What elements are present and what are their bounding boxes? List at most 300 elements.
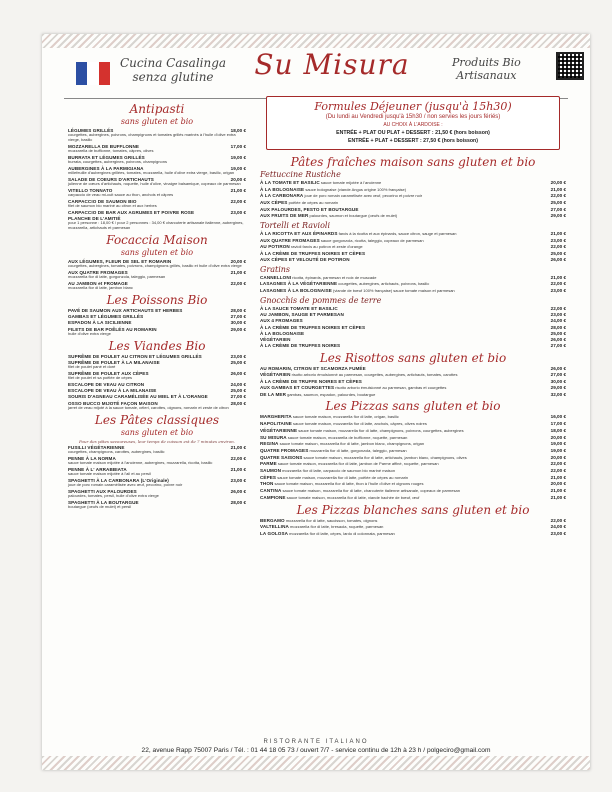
- menu-item-desc: (viande de bœuf 100% française) sauce tomate maison et parmesan: [331, 287, 455, 293]
- menu-item: [260, 244, 566, 250]
- tagline-right-line1: Produits Bio: [452, 56, 521, 69]
- menu-item-name: CÈPES: [260, 474, 277, 480]
- menu-item-text: [260, 275, 377, 281]
- menu-item: [68, 314, 246, 319]
- menu-item: [260, 238, 566, 244]
- menu-item-price: 20,00 €: [230, 176, 246, 182]
- menu-item-price: 28,00 €: [230, 400, 246, 406]
- menu-item-desc: mozzarella fior di latte, jambon blanc: [68, 285, 133, 290]
- menu-item-price: 27,00 €: [230, 314, 246, 319]
- flag-blue: [76, 62, 87, 85]
- menu-item-text: [260, 306, 338, 311]
- menu-item-name: BURRATA ET LÉGUMES GRILLÉS: [68, 154, 145, 160]
- menu-item-price: 29,00 €: [550, 213, 566, 219]
- menu-item-text: [260, 180, 381, 186]
- menu-item-price: 25,00 €: [550, 250, 566, 256]
- menu-item: [68, 354, 246, 359]
- menu-item: [260, 524, 566, 530]
- menu-item: [260, 231, 566, 237]
- menu-item-desc: sauce tomate maison, mozzarella fior di latte, thon à l'huile d'olive et oignons rouges: [273, 481, 424, 487]
- flag-white: [87, 62, 98, 85]
- menu-item-desc: filet de saumon bio mariné au citron et aux herbes: [68, 203, 157, 208]
- menu-item-desc: mozzarella fior di latte, carpaccio de saumon bio mariné maison: [281, 468, 396, 474]
- menu-item-text: [260, 461, 439, 467]
- menu-item-text: [260, 213, 397, 219]
- menu-item-price: 21,00 €: [230, 466, 246, 472]
- menu-item-text: [260, 318, 303, 323]
- menu-item-name: SAUMON: [260, 468, 282, 474]
- section-poissons: [68, 294, 246, 337]
- menu-item-name: OSSO BUCCO MIJOTÉ FAÇON MAISON: [68, 400, 158, 406]
- menu-item-text: [68, 314, 143, 319]
- menu-item-text: [260, 421, 427, 427]
- menu-item-desc: courgettes, aubergines, artichauts, poivrons, basilic: [337, 281, 430, 287]
- menu-item: [260, 180, 566, 186]
- menu-item-name: SU MISURA: [260, 434, 287, 440]
- menu-item-price: 17,00 €: [550, 421, 566, 427]
- menu-item-price: 21,00 €: [550, 274, 566, 280]
- menu-item-text: [260, 468, 395, 474]
- menu-item-name: VALTELLINA: [260, 524, 289, 530]
- menu-item-text: [68, 308, 182, 313]
- menu-item-desc: filet de poulet pané et doré: [68, 364, 116, 370]
- menu-item-desc: joue de porc romain caramélisée avec œuf, pecorino, poivre noir: [68, 482, 183, 488]
- menu-item: [260, 385, 566, 391]
- menu-item: [260, 421, 566, 427]
- header-tagline-right: [452, 56, 521, 82]
- menu-item-name: À LA CRÈME DE TRUFFES NOIRES ET CÈPES: [260, 250, 366, 256]
- menu-item-name: SPAGHETTI À LA CARBONARA (L'Originale): [68, 477, 169, 483]
- menu-item: [260, 531, 566, 537]
- menu-item-price: 24,00 €: [550, 524, 566, 530]
- menu-item-name: NAPOLITAINE: [260, 421, 292, 427]
- menu-item-price: 21,00 €: [230, 187, 246, 193]
- section-title: Antipasti: [129, 102, 185, 116]
- menu-item-name: AUX QUATRE FROMAGES: [260, 237, 320, 243]
- menu-footer: [64, 739, 568, 754]
- menu-item-name: LASAGNES À LA VÉGÉTARIENNE: [260, 281, 338, 287]
- menu-item: [68, 388, 246, 393]
- section-title: Focaccia Maison: [106, 232, 208, 247]
- menu-item-price: 23,00 €: [230, 209, 246, 215]
- menu-item-name: AUX PALOURDES, PESTO ET BOUTARGUE: [260, 206, 359, 212]
- menu-item-desc: jarret de veau mijoté à la sauce tomate, céleri, carottes, oignons, romarin et zeste de citron: [68, 405, 229, 411]
- menu-item-text: [260, 343, 340, 348]
- menu-item-desc: filet de poulet et sa poêlée de cèpes: [68, 375, 133, 381]
- menu-item-text: [260, 435, 407, 441]
- menu-item-name: AUX CÈPES ET VELOUTÉ DE POTIRON: [260, 257, 350, 263]
- menu-header: [42, 48, 590, 94]
- menu-item-price: 24,00 €: [550, 318, 566, 324]
- section-title: Les Viandes Bio: [108, 338, 206, 353]
- menu-item-text: [260, 366, 366, 371]
- menu-item-desc: millefeuille d'aubergines grillées, tomates, mozzarella, huile d'olive extra vierge, basilic, origan: [68, 170, 235, 175]
- menu-item-text: [260, 481, 423, 487]
- menu-item-price: 24,00 €: [230, 381, 246, 387]
- section-title: Les Pizzas blanches sans gluten et bio: [296, 502, 530, 517]
- menu-item-desc: sauce tomate maison mijotée à l'ail et au persil: [68, 471, 151, 477]
- menu-item-name: SUPRÊME DE POULET AUX CÈPES: [68, 370, 149, 376]
- formulas-choice: AU CHOIX À L'ARDOISE :: [383, 122, 443, 128]
- menu-item: [260, 379, 566, 384]
- menu-item-text: [68, 382, 144, 387]
- menu-item-price: 26,00 €: [550, 337, 566, 343]
- menu-item-price: 23,00 €: [230, 477, 246, 483]
- menu-item-name: LÉGUMES GRILLÉS: [68, 128, 114, 133]
- menu-item-name: THON: [260, 481, 274, 487]
- menu-item-name: FILETS DE BAR POÊLÉS AU ROMARIN: [68, 326, 157, 332]
- menu-item-name: CAMPIONE: [260, 494, 286, 500]
- menu-item-name: AUX GAMBAS ET COURGETTES: [260, 385, 335, 390]
- menu-item-price: 28,00 €: [550, 324, 566, 330]
- menu-item-price: 16,00 €: [550, 414, 566, 420]
- french-flag: [76, 62, 110, 85]
- menu-item-name: À LA CARBONARA: [260, 193, 304, 199]
- menu-item-price: 19,00 €: [230, 154, 246, 160]
- menu-item-desc: mozzarella fior di latte, cèpes, lardo di colonnata, parmesan: [288, 530, 395, 536]
- section-subtitle: sans gluten et bio: [120, 117, 194, 126]
- menu-item-text: [260, 193, 422, 199]
- menu-item-price: 29,00 €: [230, 326, 246, 332]
- menu-item-price: 32,00 €: [550, 391, 566, 397]
- section-risottos: [260, 352, 566, 398]
- menu-item-desc: sauce tomate maison mijotée à l'ancienne, aubergines, mozzarella, ricotta, basilic: [68, 460, 213, 466]
- menu-item-name: PENNE À LA NORMA: [68, 455, 116, 461]
- menu-item-price: 23,00 €: [550, 237, 566, 243]
- menu-item-name: SPAGHETTI À LA BOUTARGUE: [68, 499, 139, 505]
- menu-item-price: 19,00 €: [230, 165, 246, 171]
- menu-item-price: 25,00 €: [230, 359, 246, 365]
- menu-item-text: [260, 331, 304, 336]
- menu-item-desc: sauce tomate maison, mozzarella fior di latte, champignons, poivrons, courgettes, aubergines: [297, 427, 464, 433]
- menu-item: [260, 475, 566, 481]
- menu-item-text: [68, 394, 208, 399]
- menu-item-price: 22,00 €: [230, 198, 246, 204]
- menu-item-desc: sauce tomate maison, mozzarella de bufflonne, roquette, parmesan: [286, 434, 408, 440]
- menu-item-name: AU POTIRON: [260, 244, 290, 250]
- section-pizzas_blanches: [260, 504, 566, 537]
- menu-item-name: SPAGHETTI AUX PALOURDES: [68, 488, 137, 494]
- menu-item-text: [260, 455, 467, 461]
- menu-item: [260, 325, 566, 330]
- menu-item-desc: poêlée de cèpes au romarin: [287, 200, 339, 206]
- menu-item: [260, 481, 566, 487]
- section-pizzas: [260, 400, 566, 500]
- menu-item-desc: sauce tomate maison, mozzarella fior di latte, jambon de Parme affiné, roquette, parmesan: [276, 461, 439, 467]
- menu-item-desc: sauce tomate maison, mozzarella fior di latte, charcuterie italienne artisanale, copeaux de parmesan: [281, 488, 460, 494]
- menu-item-name: AUX LÉGUMES, FLEUR DE SEL ET ROMARIN: [68, 258, 172, 264]
- section-subtitle: sans gluten et bio: [120, 427, 194, 437]
- menu-item-name: VITELLO TONNATO: [68, 187, 113, 193]
- menu-item-price: 30,00 €: [550, 378, 566, 384]
- menu-item: [260, 448, 566, 454]
- menu-item-price: 21,00 €: [550, 474, 566, 480]
- menu-item-text: [68, 354, 202, 359]
- menu-item-name: AU JAMBON et FROMAGE: [68, 280, 128, 286]
- menu-item-desc: sauce tomate maison, mozzarella fior di latte, viande hachée de bœuf, œuf: [285, 494, 420, 500]
- menu-item: [260, 187, 566, 193]
- menu-item-price: 26,00 €: [230, 488, 246, 494]
- menu-item-price: 26,00 €: [230, 370, 246, 376]
- menu-item-text: [68, 388, 156, 393]
- menu-item: [260, 288, 566, 294]
- menu-item-price: 28,00 €: [230, 307, 246, 313]
- menu-item-desc: pour 1 personne : 18,00 € / pour 2 personnes : 34,00 € charcuterie artisanale italienne, aubergines, mozzarella, artichauts et parmesan: [68, 220, 244, 230]
- menu-item-text: [260, 244, 363, 250]
- tagline-line2: senza glutine: [132, 70, 214, 84]
- menu-item-name: MARGHERITA: [260, 414, 292, 420]
- menu-item-text: [260, 281, 429, 287]
- menu-item-price: 25,00 €: [230, 388, 246, 394]
- menu-item-price: 26,00 €: [550, 257, 566, 263]
- menu-item-text: [260, 238, 424, 244]
- menu-item-name: VÉGÉTARIENNE: [260, 427, 298, 433]
- flag-red: [99, 62, 110, 85]
- menu-item-desc: palourdes, tomates, persil, huile d'olive extra vierge: [68, 493, 159, 499]
- menu-item-price: 27,00 €: [550, 372, 566, 377]
- menu-item: [260, 213, 566, 219]
- menu-item: [260, 343, 566, 348]
- menu-item-name: À LA TOMATE ET BASILIC: [260, 180, 320, 185]
- menu-item: [260, 441, 566, 447]
- left-column: [68, 100, 246, 510]
- section-viandes: [68, 340, 246, 411]
- menu-item-desc: farcis à la ricotta et aux épinards, sauce citron, sauge et parmesan: [337, 230, 457, 236]
- menu-item-price: 23,00 €: [550, 530, 566, 536]
- menu-item-name: PAVÉ DE SAUMON AUX ARTICHAUTS ET HERBES: [68, 307, 183, 313]
- menu-item-name: PARME: [260, 461, 277, 467]
- menu-item-text: [260, 288, 455, 294]
- menu-item-price: 27,00 €: [550, 343, 566, 349]
- menu-item-price: 25,00 €: [550, 200, 566, 206]
- menu-item-price: 23,00 €: [550, 311, 566, 317]
- menu-item: [260, 455, 566, 461]
- menu-item-name: VÉGÉTARIEN: [260, 337, 291, 343]
- menu-item-name: CARPACCIO DE SAUMON BIO: [68, 198, 137, 204]
- qr-code-icon[interactable]: [556, 52, 584, 80]
- menu-item-desc: courgettes, aubergines, tomates, poivrons, champignons grillés, basilic et huile d'olive extra vierge: [68, 263, 242, 268]
- menu-item-text: [260, 372, 458, 378]
- menu-item-name: CANNELLONI: [260, 274, 292, 280]
- menu-item-name: AUX FRUITS DE MER: [260, 213, 309, 219]
- menu-item-text: [260, 312, 344, 317]
- tagline-right-line2: Artisanaux: [456, 69, 517, 82]
- menu-item-name: LA GOLOSA: [260, 530, 289, 536]
- formula-line-1: ENTRÉE + PLAT OU PLAT + DESSERT : 21,50 € (hors boisson): [336, 130, 490, 136]
- menu-item: [260, 392, 566, 398]
- menu-item: [68, 320, 246, 325]
- section-title: Les Risottos sans gluten et bio: [319, 350, 507, 365]
- menu-item-price: 21,00 €: [230, 269, 246, 275]
- menu-item-text: [260, 207, 359, 212]
- menu-item-desc: sauce tomate maison, mozzarella fior di latte, anchois, câpres, olives noires: [291, 421, 427, 427]
- menu-item-price: 27,00 €: [230, 394, 246, 400]
- menu-item-price: 26,00 €: [550, 365, 566, 371]
- menu-item-desc: julienne de cœurs d'artichauts, roquette, huile d'olive, vinaigre balsamique, copeaux de parmesan: [68, 181, 241, 186]
- menu-item-name: AU ROMARIN, CITRON ET SCAMORZA FUMÉE: [260, 365, 366, 371]
- menu-item-price: 19,00 €: [550, 447, 566, 453]
- menu-item-text: [260, 187, 406, 193]
- menu-item-desc: sauce tomate maison, mozzarella fior di latte, origan, basilic: [291, 414, 399, 420]
- menu-item-price: 20,00 €: [550, 454, 566, 460]
- subsection-title: Fettuccine Rustiche: [260, 170, 341, 179]
- menu-item: [260, 414, 566, 420]
- menu-item-text: [260, 385, 446, 391]
- menu-item-text: [260, 428, 464, 434]
- menu-item: [68, 308, 246, 313]
- menu-item-price: 28,00 €: [230, 499, 246, 505]
- menu-item-price: 22,00 €: [550, 517, 566, 523]
- menu-item-name: QUATRE FROMAGES: [260, 447, 309, 453]
- menu-item-name: À LA CRÈME DE TRUFFES NOIRES: [260, 343, 341, 349]
- menu-item-name: ESPADON À LA SICILIENNE: [68, 320, 132, 326]
- menu-item-name: ESCALOPE DE VEAU À LA MILANAISE: [68, 388, 157, 394]
- section-title: Pâtes fraîches maison sans gluten et bio: [290, 155, 536, 169]
- menu-item-desc: risotto arborio émulsionné au parmesan, gambas et courgettes: [334, 385, 447, 390]
- menu-item-desc: mozzarella de bufflonne, tomates, câpres, olives: [68, 148, 154, 153]
- section-title: Les Poissons Bio: [106, 292, 208, 307]
- menu-item-name: LASAGNES À LA BOLOGNAISE: [260, 287, 332, 293]
- formulas-title: Formules Déjeuner (jusqu'à 15h30): [314, 100, 512, 113]
- menu-item-price: 21,00 €: [550, 488, 566, 494]
- footer-address: 22, avenue Rapp 75007 Paris / Tél. : 01 44 18 05 73 / ouvert 7/7 - service continu de 12h à 23 h / polgeciro@gmail.com: [141, 747, 491, 754]
- menu-item-desc: sauce tomate maison, mozzarella fior di latte, artichauts, jambon blanc, champignons, olives: [302, 454, 467, 460]
- menu-item: [260, 281, 566, 287]
- menu-item-name: À LA CRÈME DE TRUFFE NOIRES ET CÈPES: [260, 378, 362, 384]
- menu-item-desc: ravioli farcis au potiron et zeste d'orange: [289, 244, 363, 250]
- menu-item-name: CANTINA: [260, 488, 282, 494]
- menu-item-desc: huile d'olive extra vierge: [68, 330, 111, 336]
- menu-item-price: 21,00 €: [550, 494, 566, 500]
- top-border: [42, 34, 590, 48]
- header-tagline-left: [120, 56, 226, 84]
- menu-item-desc: mozzarella fior di latte, saucisson, tomates, oignons: [284, 517, 378, 523]
- menu-item-price: 25,00 €: [550, 330, 566, 336]
- menu-item-price: 22,00 €: [550, 461, 566, 467]
- menu-item-text: [260, 325, 365, 330]
- menu-item: [68, 382, 246, 387]
- menu-item: [260, 306, 566, 311]
- menu-item-desc: sauce tomate mijotée à l'ancienne: [319, 180, 382, 185]
- menu-item-name: QUATRE SAISONS: [260, 454, 303, 460]
- menu-item-name: AUBERGINES À LA PARMIGIANA: [68, 165, 144, 171]
- section-title: Les Pâtes classiques: [94, 412, 220, 427]
- menu-item-name: ESCALOPE DE VEAU AU CITRON: [68, 381, 145, 387]
- menu-item-name: SOURIS D'AGNEAU CARAMÉLISÉE AU MIEL ET À L'ORANGE: [68, 394, 208, 400]
- right-column: [260, 96, 566, 537]
- menu-item-text: [68, 320, 132, 325]
- menu-item: [260, 372, 566, 378]
- menu-item-price: 21,00 €: [230, 444, 246, 450]
- section-note: Pour des pâtes savoureuses, leur temps de cuisson est de 7 minutes environ.: [79, 438, 235, 444]
- menu-item-price: 21,00 €: [550, 186, 566, 192]
- menu-item-price: 17,00 €: [230, 143, 246, 149]
- section-subtitle: sans gluten et bio: [120, 247, 194, 257]
- menu-item-name: À LA BOLOGNAISE: [260, 186, 305, 192]
- menu-item-desc: mozzarella fior di latte, bresaola, roquette, parmesan: [288, 524, 384, 530]
- menu-sheet: [42, 34, 590, 770]
- menu-item-price: 21,00 €: [550, 230, 566, 236]
- section-focaccia: [68, 234, 246, 291]
- menu-item-name: AUX CÈPES: [260, 200, 288, 206]
- menu-item-name: SALADE DE COEURS D'ARTICHAUTS: [68, 176, 154, 182]
- menu-item: [260, 488, 566, 494]
- formula-line-2: ENTRÉE + PLAT + DESSERT : 27,50 € (hors boisson): [348, 138, 478, 144]
- lunch-formulas-box: [266, 96, 560, 150]
- menu-item-name: À LA CRÈME DE TRUFFES NOIRES ET CÈPES: [260, 324, 366, 330]
- menu-item: [260, 461, 566, 467]
- menu-item-text: [260, 448, 407, 454]
- menu-item: [68, 394, 246, 399]
- menu-item: [260, 495, 566, 501]
- menu-item: [260, 275, 566, 281]
- menu-item-desc: courgettes, aubergines, poivrons, champignons et tomates grillés marinés à l'huile d'olive extra vierge, basilic: [68, 132, 236, 142]
- menu-item-desc: sauce gorgonzola, ricotta, taleggio, copeaux de parmesan: [319, 237, 424, 243]
- menu-item-desc: palourdes, saumon et boutargue (oeufs de mulet): [308, 213, 398, 219]
- menu-item-name: PENNE À L' ARRABBIATA: [68, 466, 127, 472]
- menu-item-text: [260, 441, 424, 447]
- menu-item-desc: ricotta, épinards, parmesan et noix de muscade: [291, 274, 377, 280]
- menu-item-price: 23,00 €: [230, 353, 246, 359]
- menu-item: [260, 200, 566, 206]
- bottom-border: [42, 756, 590, 770]
- menu-item-name: VÉGÉTARIEN: [260, 372, 291, 377]
- menu-item-name: GAMBAS ET LÉGUMES GRILLÉS: [68, 314, 144, 319]
- section-pates-fraiches: [260, 156, 566, 349]
- menu-item: [260, 428, 566, 434]
- subsection-title: Tortelli et Ravioli: [260, 220, 331, 230]
- menu-item-price: 18,00 €: [230, 128, 246, 133]
- menu-item-name: SUPRÊME DE POULET AU CITRON ET LÉGUMES GRILLÉS: [68, 353, 202, 359]
- menu-item-name: SUPRÊME DE POULET À LA MILANAISE: [68, 359, 160, 365]
- menu-item-price: 18,00 €: [550, 427, 566, 433]
- menu-item-price: 27,00 €: [550, 206, 566, 212]
- menu-item-name: À LA BOLOGNAISE: [260, 330, 305, 336]
- menu-item-price: 20,00 €: [230, 258, 246, 264]
- menu-item-name: À LA SAUCE TOMATE ET BASILIC: [260, 305, 338, 311]
- menu-item-price: 29,00 €: [550, 385, 566, 390]
- menu-item: [260, 518, 566, 524]
- menu-item-desc: sauce tomate maison, mozzarella fior di latte, poêlée de cèpes au romarin: [276, 474, 409, 480]
- menu-item-price: 30,00 €: [230, 320, 246, 326]
- menu-item-desc: boutargue (oeufs de mulet) et persil: [68, 504, 132, 510]
- menu-item-text: [68, 210, 194, 215]
- menu-item-text: [260, 414, 399, 420]
- menu-item-text: [260, 379, 362, 384]
- menu-item: [260, 318, 566, 323]
- menu-item-price: 22,00 €: [550, 193, 566, 199]
- menu-item: [68, 210, 246, 215]
- menu-item-desc: courgettes, champignons, carottes, aubergines, basilic: [68, 449, 165, 455]
- menu-item-text: [260, 531, 395, 537]
- menu-item-price: 20,00 €: [550, 481, 566, 487]
- menu-item-text: [260, 392, 375, 398]
- menu-item-desc: risotto arborio émulsionné au parmesan, courgettes, aubergines, artichauts, tomates, carottes: [290, 372, 458, 377]
- menu-item: [260, 435, 566, 441]
- subsection-title: Gratins: [260, 264, 291, 274]
- menu-item: [260, 193, 566, 199]
- menu-item-desc: burrata, courgettes, aubergines, poivrons, champignons: [68, 159, 167, 164]
- restaurant-title: Su Misura: [254, 48, 410, 81]
- formulas-subtitle: (Du lundi au Vendredi jusqu'à 15h30 / non servies les jours fériés): [325, 114, 501, 120]
- menu-item: [260, 468, 566, 474]
- menu-item-name: AUX 4 FROMAGES: [260, 318, 303, 324]
- section-antipasti: [68, 103, 246, 231]
- right-sections: [260, 156, 566, 537]
- menu-item: [260, 207, 566, 212]
- menu-item-name: AUX QUATRE FROMAGES: [68, 269, 128, 275]
- menu-item-name: FUSILLI VÉGÉTARIENNE: [68, 444, 125, 450]
